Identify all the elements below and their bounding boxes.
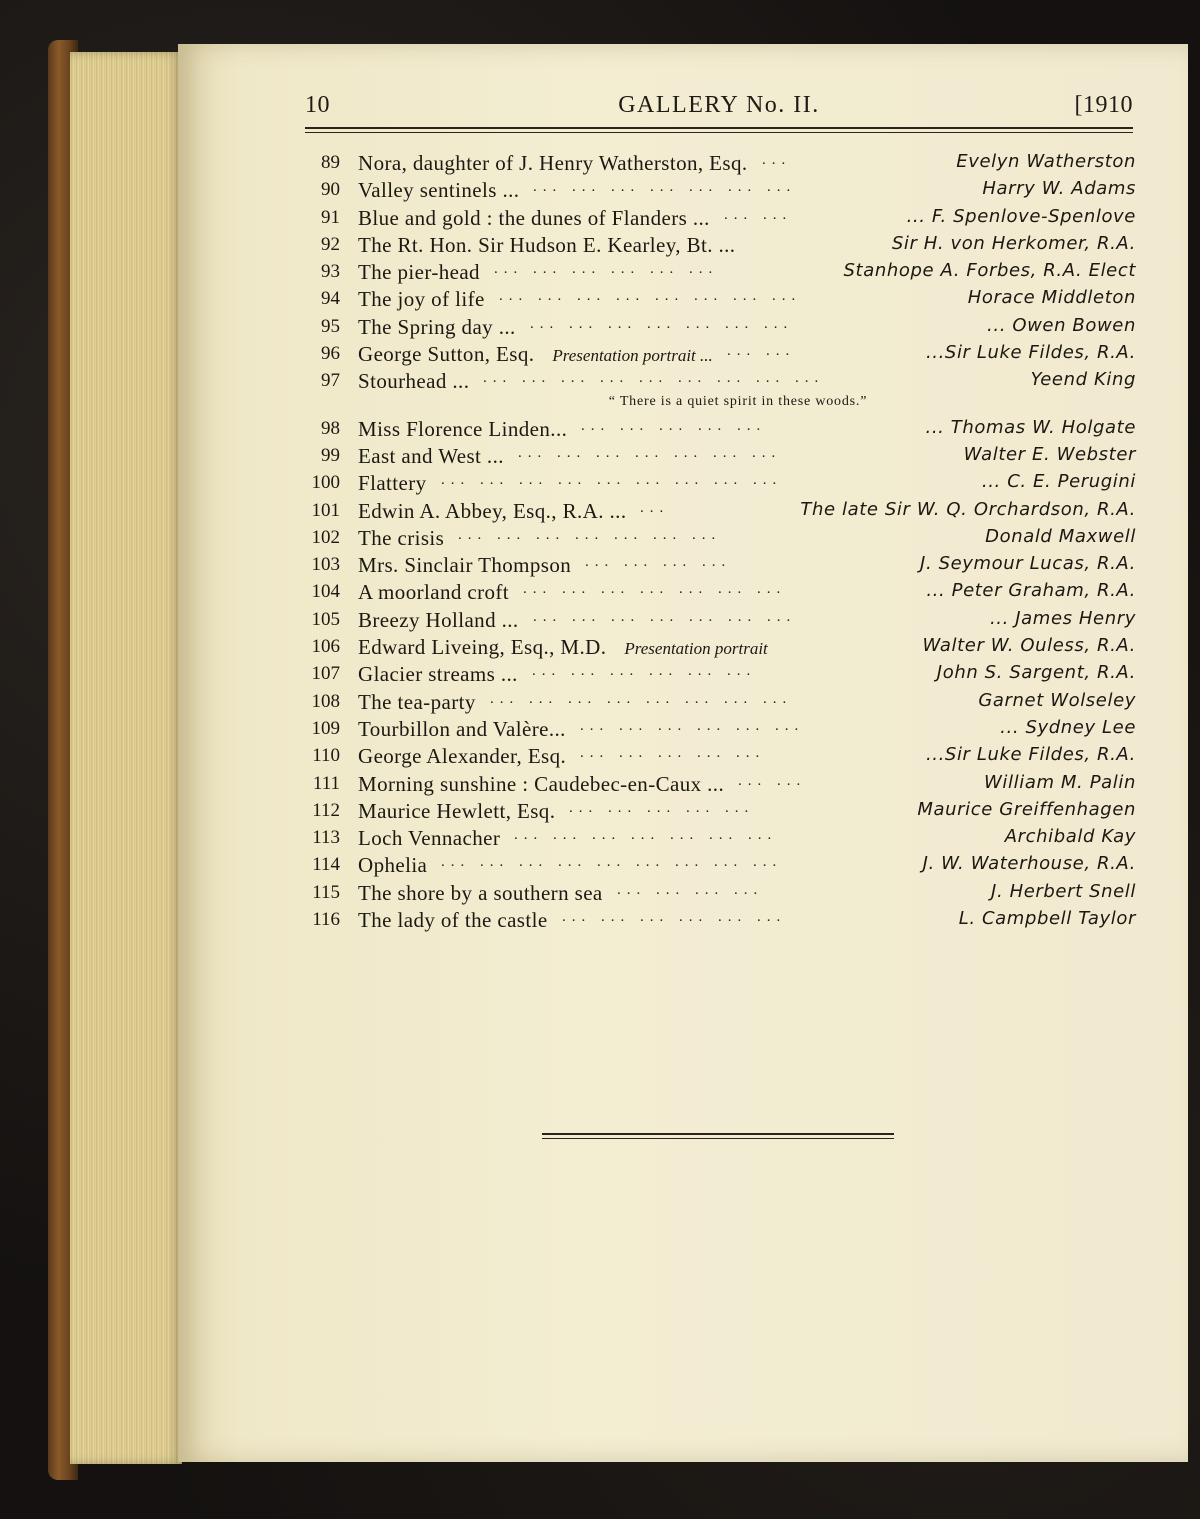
entry-artist: ... Thomas W. Holgate (925, 416, 1136, 438)
entry-artist: Donald Maxwell (985, 525, 1136, 547)
entry-title-text: A moorland croft (358, 580, 510, 605)
entry-title-text: The joy of life (358, 287, 485, 312)
catalogue-entry (300, 605, 1136, 632)
entry-title (358, 369, 469, 394)
entry-artist: J. Seymour Lucas, R.A. (920, 553, 1136, 575)
entry-title (358, 526, 444, 551)
catalogue-entry (300, 230, 1136, 257)
dot-leader: ... ... ... ... ... ... (494, 261, 719, 278)
catalogue-entry (300, 175, 1136, 202)
page-edges (70, 52, 182, 1464)
entry-title (358, 635, 768, 660)
catalogue-entry (300, 905, 1136, 932)
entry-title-text: George Sutton, Esq. (358, 342, 535, 367)
entry-title (358, 342, 713, 367)
entry-note: Presentation portrait ... (552, 346, 713, 366)
entry-artist: Sir H. von Herkomer, R.A. (891, 232, 1136, 254)
entry-number: 106 (311, 636, 340, 658)
entry-artist: Harry W. Adams (982, 178, 1136, 200)
entry-number: 97 (321, 370, 340, 392)
entry-title-text: Breezy Holland ... (358, 607, 519, 632)
entry-title-text: The Spring day ... (358, 314, 516, 339)
catalogue-entry (300, 523, 1136, 550)
entry-title (358, 151, 748, 176)
catalogue-entry (300, 312, 1136, 339)
catalogue-entry (300, 148, 1136, 175)
entry-number: 116 (312, 909, 340, 931)
entry-title-text: Blue and gold : the dunes of Flanders ... (358, 205, 710, 230)
entry-artist: ... C. E. Perugini (981, 471, 1136, 493)
entry-artist: Horace Middleton (967, 287, 1136, 309)
dot-leader: ... ... ... ... ... ... ... ... (490, 690, 793, 707)
entry-title-text: Edwin A. Abbey, Esq., R.A. ... (358, 498, 627, 523)
entry-title-text: East and West ... (358, 443, 504, 468)
page-number: 10 (305, 92, 330, 118)
entry-title (358, 206, 710, 231)
entry-number: 112 (312, 799, 340, 821)
entry-title-text: Valley sentinels ... (358, 178, 520, 203)
dot-leader: ... ... ... ... ... ... ... ... (499, 288, 802, 305)
dot-leader: ... ... ... ... ... ... (562, 909, 787, 926)
entry-title-text: The lady of the castle (358, 908, 548, 933)
entry-artist: Stanhope A. Forbes, R.A. Elect (843, 260, 1136, 282)
entry-artist: J. W. Waterhouse, R.A. (922, 853, 1136, 875)
dot-leader: ... ... ... ... ... ... (532, 663, 757, 680)
entry-title (358, 553, 571, 578)
entry-title-text: The tea-party (358, 689, 476, 714)
entry-title-text: Tourbillon and Valère... (358, 716, 566, 741)
entry-title (358, 799, 555, 824)
entry-number: 95 (321, 315, 340, 337)
dot-leader: ... ... ... ... ... ... ... (530, 315, 794, 332)
catalogue-entry (300, 687, 1136, 714)
entry-number: 108 (311, 690, 340, 712)
header-rule (305, 127, 1133, 133)
entry-artist: ... F. Spenlove-Spenlove (906, 205, 1136, 227)
catalogue-entry (300, 257, 1136, 284)
entry-title-text: Ophelia (358, 853, 428, 878)
entry-number: 104 (311, 581, 340, 603)
entry-title (358, 881, 603, 906)
dot-leader: ... ... ... ... ... ... ... ... ... (441, 472, 783, 489)
entry-title-text: Flattery (358, 471, 427, 496)
dot-leader: ... ... ... ... ... ... ... (533, 179, 797, 196)
catalogue-entry (300, 878, 1136, 905)
entry-artist: Yeend King (1030, 369, 1136, 391)
catalogue-entry (300, 203, 1136, 230)
catalogue-entry (300, 366, 1136, 393)
entry-title-text: Miss Florence Linden... (358, 416, 568, 441)
entry-artist: ...Sir Luke Fildes, R.A. (925, 744, 1136, 766)
entry-number: 99 (321, 444, 340, 466)
dot-leader: ... ... ... ... ... ... ... (523, 581, 787, 598)
entry-number: 96 (321, 343, 340, 365)
dot-leader: ... (640, 499, 670, 516)
entry-title (358, 233, 735, 258)
dot-leader: ... ... (738, 772, 807, 789)
entry-title-text: Morning sunshine : Caudebec-en-Caux ... (358, 771, 725, 796)
entry-title (358, 690, 476, 715)
catalogue-entry (300, 714, 1136, 741)
entry-artist: Evelyn Watherston (956, 151, 1136, 172)
catalogue-entry (300, 577, 1136, 604)
entry-artist: Walter W. Ouless, R.A. (922, 635, 1136, 657)
entry-title-text: Loch Vennacher (358, 826, 501, 851)
entry-title (358, 662, 518, 687)
entry-artist: Maurice Greiffenhagen (917, 798, 1136, 820)
entry-title (358, 608, 519, 633)
entry-number: 105 (311, 608, 340, 630)
entry-number: 110 (312, 745, 340, 767)
entry-artist: ... Owen Bowen (987, 314, 1136, 336)
entry-title (358, 853, 427, 878)
dot-leader: ... ... (727, 343, 796, 360)
entry-title (358, 417, 567, 442)
catalogue-entry (300, 468, 1136, 495)
entry-title (358, 287, 485, 312)
entry-artist: William M. Palin (984, 771, 1136, 793)
catalogue-entry (300, 284, 1136, 311)
catalogue-entry (300, 339, 1136, 366)
entry-artist: Archibald Kay (1004, 826, 1136, 848)
entry-artist: Walter E. Webster (963, 443, 1136, 465)
page-title: GALLERY No. II. (618, 92, 820, 118)
entry-number: 92 (321, 233, 340, 255)
dot-leader: ... ... ... ... (617, 881, 764, 898)
entry-title (358, 744, 566, 769)
catalogue-entry (300, 741, 1136, 768)
entry-number: 113 (312, 827, 340, 849)
dot-leader: ... ... ... ... ... ... ... (518, 444, 782, 461)
entry-title-text: Glacier streams ... (358, 662, 518, 687)
catalogue-entry (300, 769, 1136, 796)
catalogue-list (300, 148, 1136, 932)
page-header (305, 92, 1133, 126)
entry-number: 89 (321, 152, 340, 173)
end-rule (542, 1133, 894, 1139)
dot-leader: ... ... ... ... ... (569, 799, 755, 816)
dot-leader: ... ... ... ... (585, 554, 732, 571)
entry-artist: Garnet Wolseley (978, 689, 1136, 711)
entry-title-text: The Rt. Hon. Sir Hudson E. Kearley, Bt. ... (358, 232, 736, 257)
entry-number: 115 (312, 881, 340, 903)
entry-title-text: George Alexander, Esq. (358, 744, 567, 769)
dot-leader: ... ... ... ... ... (581, 417, 767, 434)
dot-leader: ... ... ... ... ... ... ... (514, 827, 778, 844)
entry-note: Presentation portrait (624, 639, 768, 659)
dot-leader: ... ... (724, 206, 793, 223)
entry-number: 94 (321, 288, 340, 310)
entry-number: 111 (312, 772, 340, 794)
catalogue-entry (300, 796, 1136, 823)
catalogue-entry (300, 632, 1136, 659)
dot-leader: ... ... ... ... ... ... (580, 717, 805, 734)
dot-leader: ... ... ... ... ... ... ... (458, 526, 722, 543)
entry-title (358, 471, 427, 496)
entry-title-text: Edward Liveing, Esq., M.D. (358, 635, 607, 660)
entry-artist: ... Sydney Lee (1000, 716, 1136, 738)
entry-number: 101 (311, 499, 340, 521)
entry-number: 114 (312, 854, 340, 876)
dot-leader: ... ... ... ... ... ... ... ... ... (441, 854, 783, 871)
entry-quote: “ There is a quiet spirit in these woods.” (608, 393, 868, 409)
entry-artist: L. Campbell Taylor (958, 908, 1136, 930)
entry-number: 107 (311, 663, 340, 685)
dot-leader: ... ... ... ... ... ... ... ... ... (483, 370, 825, 387)
dot-leader: ... ... ... ... ... ... ... (533, 608, 797, 625)
catalogue-entry (300, 414, 1136, 441)
entry-title (358, 908, 548, 933)
entry-artist: ...Sir Luke Fildes, R.A. (925, 342, 1136, 364)
entry-number: 98 (321, 417, 340, 439)
entry-title (358, 717, 566, 742)
entry-title (358, 772, 724, 797)
entry-number: 100 (311, 472, 340, 494)
entry-title-text: The shore by a southern sea (358, 880, 603, 905)
entry-artist: The late Sir W. Q. Orchardson, R.A. (800, 498, 1136, 520)
entry-number: 109 (311, 717, 340, 739)
entry-title-text: Stourhead ... (358, 369, 470, 394)
dot-leader: ... ... ... ... ... (580, 745, 766, 762)
entry-title-text: Maurice Hewlett, Esq. (358, 798, 556, 823)
catalogue-entry (300, 659, 1136, 686)
entry-artist: John S. Sargent, R.A. (936, 662, 1136, 684)
entry-number: 90 (321, 179, 340, 201)
dot-leader: ... (762, 152, 792, 168)
entry-number: 102 (311, 526, 340, 548)
entry-artist: ... James Henry (989, 607, 1136, 629)
entry-title (358, 178, 519, 203)
entry-title (358, 499, 626, 524)
entry-number: 93 (321, 261, 340, 283)
entry-title (358, 444, 504, 469)
entry-number: 91 (321, 206, 340, 228)
entry-artist: ... Peter Graham, R.A. (926, 580, 1136, 602)
entry-title (358, 580, 509, 605)
entry-title-text: The pier-head (358, 260, 480, 285)
entry-title (358, 315, 516, 340)
entry-title (358, 260, 480, 285)
catalogue-entry (300, 850, 1136, 877)
entry-title-text: The crisis (358, 525, 445, 550)
entry-title-text: Nora, daughter of J. Henry Watherston, Esq. (358, 151, 748, 175)
catalogue-entry (300, 441, 1136, 468)
entry-artist: J. Herbert Snell (991, 880, 1136, 902)
page-year: [1910 (1074, 92, 1133, 118)
entry-title (358, 826, 500, 851)
catalogue-entry (300, 496, 1136, 523)
entry-title-text: Mrs. Sinclair Thompson (358, 553, 572, 578)
catalogue-entry (300, 823, 1136, 850)
entry-number: 103 (311, 554, 340, 576)
catalogue-entry (300, 550, 1136, 577)
